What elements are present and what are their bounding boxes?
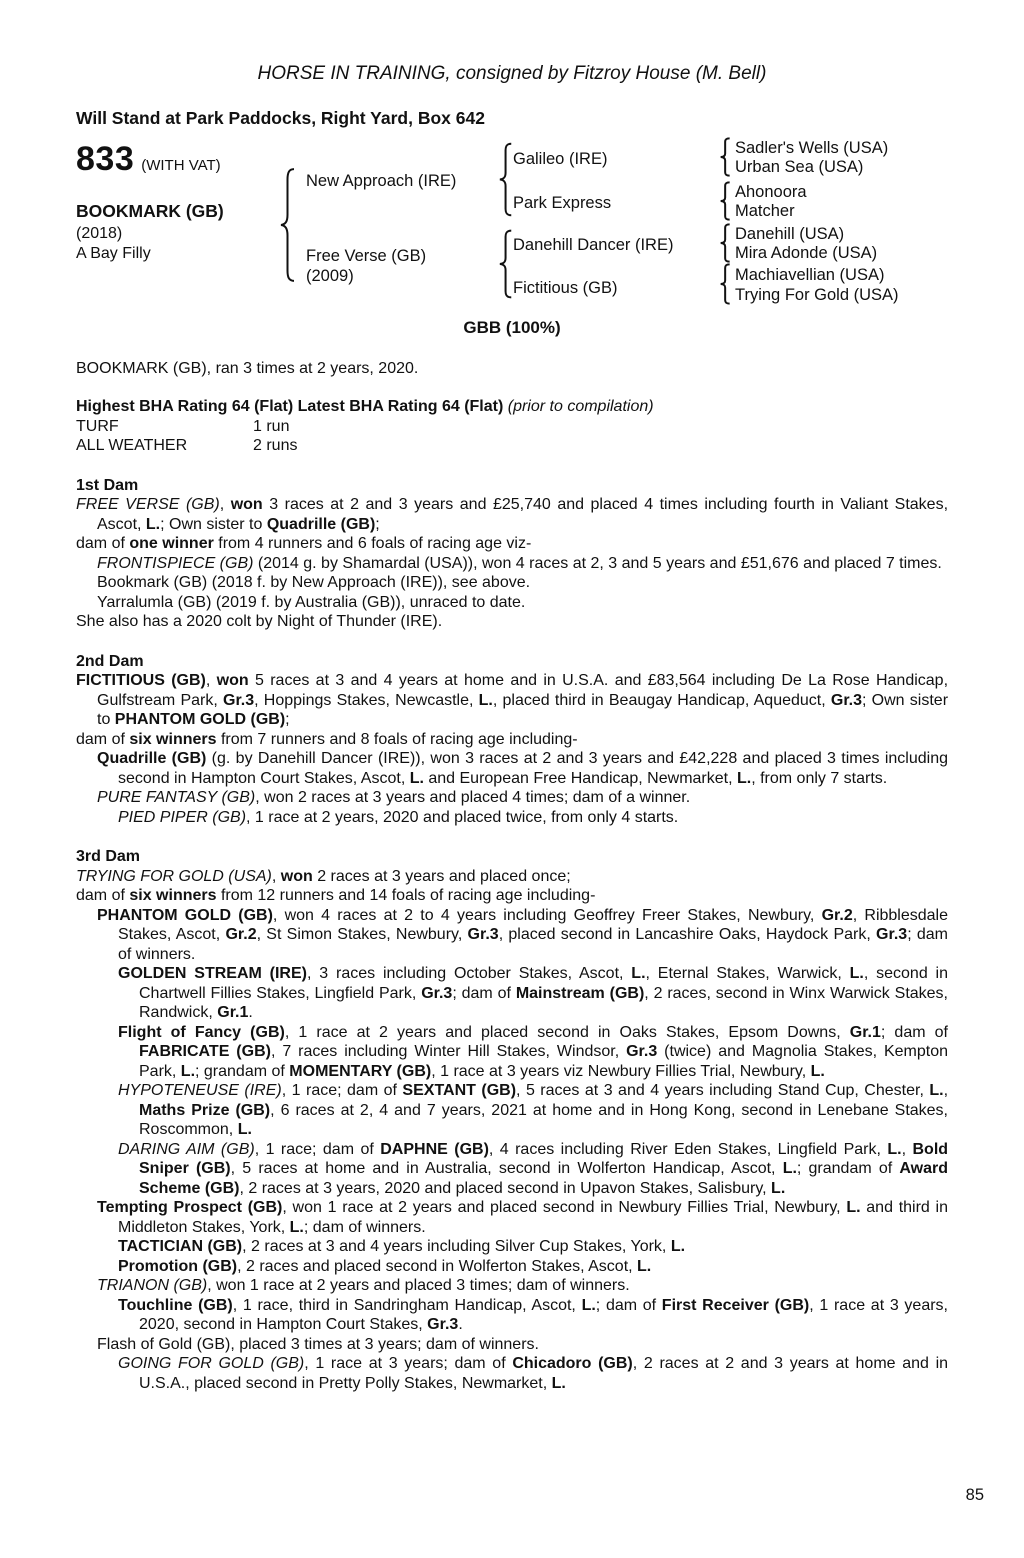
text-run: FREE VERSE (GB) bbox=[76, 496, 220, 513]
text-run: , 6 races at 2, 4 and 7 years, 2021 at home and in Hong Kong, second in Lenebane Stakes, Roscommon, bbox=[139, 1101, 949, 1138]
dam-sections bbox=[76, 476, 948, 1394]
text-run: ; bbox=[375, 515, 380, 533]
text-run: L. bbox=[771, 1179, 786, 1197]
text-run: L. bbox=[736, 769, 752, 787]
text-run: , 1 race at 3 years; dam of bbox=[304, 1355, 513, 1372]
ancestor-name: Danehill (USA) bbox=[735, 225, 845, 243]
rating-row bbox=[76, 436, 948, 456]
gbb-badge: GBB (100%) bbox=[463, 318, 561, 337]
text-run: ; Own sister to bbox=[160, 515, 267, 533]
text-run: 3 races at 2 and 3 years and £25,740 and placed 4 times including fourth in Valiant Stakes, Ascot, bbox=[97, 496, 949, 533]
text-run: Quadrille (GB) bbox=[266, 515, 376, 533]
text-run: from 12 runners and 14 foals of racing age including- bbox=[216, 887, 596, 904]
text-run: First Receiver (GB) bbox=[661, 1296, 810, 1314]
rating-heading-bold: Highest BHA Rating 64 (Flat) Latest BHA Rating 64 (Flat) bbox=[76, 398, 504, 415]
text-run: L. bbox=[631, 965, 646, 982]
text-run: , won 2 races at 3 years and placed 4 times; dam of a winner. bbox=[255, 789, 691, 806]
text-run: , 5 races at home and in Australia, second in Wolferton Handicap, Ascot, bbox=[230, 1160, 783, 1177]
grandsire-name: Danehill Dancer (IRE) bbox=[513, 236, 674, 254]
rating-block bbox=[76, 397, 948, 456]
rating-surface-label: ALL WEATHER bbox=[76, 437, 188, 454]
rating-surface-value: 1 run bbox=[253, 417, 290, 435]
text-run: L. bbox=[409, 769, 424, 787]
ancestor-name: Matcher bbox=[735, 202, 795, 220]
pedigree-text-paragraph bbox=[76, 788, 948, 808]
text-run: , 2 races at 3 years, 2020 and placed second in Upavon Stakes, Salisbury, bbox=[239, 1179, 772, 1197]
text-run: , bbox=[271, 867, 281, 885]
text-run: L. bbox=[637, 1257, 652, 1275]
pedigree-text-paragraph bbox=[76, 906, 948, 965]
text-run: ; dam of winners. bbox=[118, 926, 949, 963]
text-run: one winner bbox=[129, 535, 214, 552]
pedigree-table bbox=[76, 136, 948, 308]
text-run: DARING AIM (GB) bbox=[118, 1140, 255, 1158]
text-run: Promotion (GB) bbox=[118, 1257, 238, 1275]
brace-icon bbox=[280, 168, 296, 282]
text-run: , 1 race at 2 years and placed second in Oaks Stakes, Epsom Downs, bbox=[284, 1023, 850, 1041]
text-run: , 5 races at 3 and 4 years including Stand Cup, Chester, bbox=[516, 1082, 930, 1099]
ancestor-name: Sadler's Wells (USA) bbox=[735, 139, 889, 157]
text-run: , bbox=[205, 672, 217, 689]
text-run: won bbox=[280, 867, 313, 885]
brace-icon bbox=[720, 224, 731, 262]
pedigree-text-paragraph bbox=[76, 1296, 948, 1335]
dam-section bbox=[76, 476, 948, 632]
text-run: (twice) and Magnolia Stakes, Kempton Park, bbox=[139, 1043, 949, 1080]
text-run: PIED PIPER (GB) bbox=[118, 808, 247, 826]
pedigree-text-paragraph bbox=[76, 671, 948, 730]
text-run: , Ribblesdale Stakes, Ascot, bbox=[118, 906, 949, 943]
text-run: . bbox=[248, 1004, 253, 1021]
pedigree-text-paragraph bbox=[76, 554, 948, 574]
horse-year: (2018) bbox=[76, 225, 123, 242]
text-run: Gr.2 bbox=[821, 906, 853, 924]
text-run: Gr.1 bbox=[217, 1004, 249, 1021]
text-run: ; dam of winners. bbox=[303, 1218, 426, 1236]
text-run: , Hoppings Stakes, Newcastle, bbox=[254, 691, 479, 709]
text-run: ; dam of bbox=[595, 1296, 662, 1314]
text-run: from 7 runners and 8 foals of racing age including- bbox=[216, 730, 578, 748]
brace-icon bbox=[720, 264, 731, 304]
pedigree-text-paragraph bbox=[76, 886, 948, 906]
text-run: Gr.1 bbox=[849, 1023, 881, 1041]
page-title: HORSE IN TRAINING, consigned by Fitzroy House (M. Bell) bbox=[257, 63, 767, 84]
pedigree-text-paragraph bbox=[76, 1257, 948, 1277]
text-run: FABRICATE (GB) bbox=[139, 1043, 271, 1060]
text-run: ; dam of bbox=[880, 1023, 948, 1041]
text-run: , Eternal Stakes, Warwick, bbox=[645, 965, 850, 982]
ancestor-name: Ahonoora bbox=[735, 183, 807, 201]
granddam-name: Fictitious (GB) bbox=[513, 279, 618, 297]
text-run: L. bbox=[846, 1199, 861, 1216]
rating-row bbox=[76, 417, 948, 437]
text-run: . bbox=[458, 1316, 463, 1333]
text-run: Bold Sniper (GB) bbox=[139, 1140, 949, 1177]
pedigree-text-paragraph bbox=[76, 1354, 948, 1393]
text-run: Gr.3 bbox=[626, 1043, 658, 1060]
text-run: and European Free Handicap, Newmarket, bbox=[423, 769, 737, 787]
text-run: ; grandam of bbox=[195, 1062, 290, 1080]
text-run: , 2 races, second in Winx Warwick Stakes, Randwick, bbox=[139, 984, 948, 1021]
text-run: , 2 races at 2 and 3 years at home and in U.S.A., placed second in Pretty Polly Stakes, Newmarket, bbox=[139, 1355, 949, 1392]
text-run: TRIANON (GB) bbox=[97, 1277, 208, 1294]
brace-icon bbox=[720, 182, 731, 220]
grandsire-name: Galileo (IRE) bbox=[513, 150, 608, 168]
lot-number: 833 bbox=[76, 140, 135, 178]
dam-section bbox=[76, 652, 948, 828]
text-run: , 1 race at 2 years, 2020 and placed twice, from only 4 starts. bbox=[246, 808, 679, 826]
dam-year: (2009) bbox=[306, 267, 354, 285]
text-run: L. bbox=[289, 1218, 304, 1236]
text-run: L. bbox=[849, 965, 864, 982]
text-run: 5 races at 3 and 4 years at home and in U.S.A. and £83,564 including De La Rose Handicap, Gulfstream Park, bbox=[97, 672, 949, 709]
text-run: , won 4 races at 2 to 4 years including Geoffrey Freer Stakes, Newbury, bbox=[272, 906, 822, 924]
granddam-name: Park Express bbox=[513, 194, 612, 212]
horse-description: A Bay Filly bbox=[76, 245, 151, 262]
text-run: (2014 g. by Shamardal (USA)), won 4 races at 2, 3 and 5 years and £51,676 and placed 7 times. bbox=[253, 554, 942, 572]
rating-surface-value: 2 runs bbox=[253, 437, 298, 454]
page-number: 85 bbox=[965, 1486, 984, 1504]
pedigree-text-paragraph bbox=[76, 534, 948, 554]
text-run: Flight of Fancy (GB) bbox=[118, 1023, 285, 1041]
text-run: , from only 7 starts. bbox=[751, 769, 888, 787]
text-run: Gr.3 bbox=[467, 926, 499, 943]
pedigree-text-paragraph bbox=[76, 1335, 948, 1355]
text-run: L. bbox=[929, 1082, 944, 1099]
text-run: dam of bbox=[76, 535, 130, 552]
text-run: , bbox=[943, 1082, 949, 1099]
text-run: , 7 races including Winter Hill Stakes, Windsor, bbox=[270, 1043, 627, 1060]
section-heading: 3rd Dam bbox=[76, 848, 141, 865]
dam-section bbox=[76, 847, 948, 1393]
text-run: Maths Prize (GB) bbox=[139, 1101, 271, 1119]
sire-name: New Approach (IRE) bbox=[306, 172, 457, 190]
text-run: L. bbox=[782, 1160, 797, 1177]
text-run: L. bbox=[887, 1140, 902, 1158]
lot-block bbox=[76, 142, 221, 176]
ancestor-name: Machiavellian (USA) bbox=[735, 266, 885, 284]
text-run: , 1 race at 3 years, 2020, second in Hampton Court Stakes, bbox=[139, 1296, 948, 1333]
text-run: ; dam of bbox=[452, 984, 516, 1002]
text-run: , bbox=[901, 1140, 913, 1158]
stand-location: Will Stand at Park Paddocks, Right Yard, Box 642 bbox=[76, 108, 485, 128]
text-run: GOLDEN STREAM (IRE) bbox=[118, 965, 307, 982]
text-run: PHANTOM GOLD (GB) bbox=[114, 711, 286, 728]
text-run: won bbox=[216, 672, 249, 689]
text-run: L. bbox=[581, 1296, 596, 1314]
pedigree-text-paragraph bbox=[76, 495, 948, 534]
text-run: six winners bbox=[129, 887, 217, 904]
text-run: , 4 races including River Eden Stakes, Lingfield Park, bbox=[488, 1140, 888, 1158]
text-run: L. bbox=[237, 1121, 252, 1138]
text-run: , won 1 race at 2 years and placed 3 times; dam of winners. bbox=[207, 1277, 630, 1294]
text-run: Quadrille (GB) bbox=[97, 750, 207, 767]
text-run: Gr.3 bbox=[223, 691, 255, 709]
text-run: , 1 race, third in Sandringham Handicap, Ascot, bbox=[232, 1296, 582, 1314]
text-run: Gr.3 bbox=[427, 1316, 459, 1333]
text-run: Touchline (GB) bbox=[118, 1296, 233, 1314]
text-run: , 3 races including October Stakes, Ascot, bbox=[307, 965, 632, 982]
text-run: SEXTANT (GB) bbox=[402, 1082, 517, 1099]
text-run: ; Own sister to bbox=[97, 691, 949, 728]
pedigree-text-paragraph bbox=[76, 1023, 948, 1082]
pedigree-text-paragraph bbox=[76, 1198, 948, 1237]
text-run: , 1 race at 3 years viz Newbury Fillies Trial, Newbury, bbox=[431, 1062, 811, 1080]
section-heading: 1st Dam bbox=[76, 476, 139, 494]
text-run: She also has a 2020 colt by Night of Thunder (IRE). bbox=[76, 613, 443, 630]
text-run: FICTITIOUS (GB) bbox=[76, 672, 206, 689]
race-record-intro: BOOKMARK (GB), ran 3 times at 2 years, 2020. bbox=[76, 359, 419, 377]
brace-icon bbox=[720, 138, 731, 176]
pedigree-text-paragraph bbox=[76, 1081, 948, 1140]
text-run: Chicadoro (GB) bbox=[512, 1355, 633, 1372]
text-run: , 1 race; dam of bbox=[254, 1140, 381, 1158]
text-run: , placed second in Lancashire Oaks, Haydock Park, bbox=[498, 926, 877, 943]
text-run: dam of bbox=[76, 730, 130, 748]
text-run: 2 races at 3 years and placed once; bbox=[312, 867, 571, 885]
text-run: , 2 races and placed second in Wolferton Stakes, Ascot, bbox=[237, 1257, 638, 1275]
text-run: , placed third in Beaugay Handicap, Aqueduct, bbox=[492, 691, 831, 709]
text-run: , won 1 race at 2 years and placed second in Newbury Fillies Trial, Newbury, bbox=[282, 1199, 847, 1216]
pedigree-text-paragraph bbox=[76, 749, 948, 788]
text-run: (g. by Danehill Dancer (IRE)), won 3 races at 2 and 3 years and £42,228 and placed 3 times including second in Hampton Court Stakes, Ascot, bbox=[118, 750, 948, 787]
horse-name: BOOKMARK (GB) bbox=[76, 201, 224, 221]
ancestor-name: Mira Adonde (USA) bbox=[735, 244, 878, 262]
rating-surface-label: TURF bbox=[76, 417, 119, 435]
text-run: six winners bbox=[129, 730, 217, 748]
text-run: L. bbox=[810, 1062, 825, 1080]
rating-heading bbox=[76, 397, 948, 417]
text-run: PURE FANTASY (GB) bbox=[97, 789, 256, 806]
text-run: Flash of Gold (GB), placed 3 times at 3 years; dam of winners. bbox=[97, 1335, 539, 1353]
ancestor-name: Trying For Gold (USA) bbox=[735, 286, 899, 304]
text-run: Gr.3 bbox=[876, 926, 908, 943]
text-run: Bookmark (GB) (2018 f. by New Approach (IRE)), see above. bbox=[97, 574, 531, 591]
pedigree-text-paragraph bbox=[76, 808, 948, 828]
text-run: TRYING FOR GOLD (USA) bbox=[76, 867, 272, 885]
text-run: HYPOTENEUSE (IRE) bbox=[118, 1082, 282, 1099]
text-run: TACTICIAN (GB) bbox=[118, 1238, 243, 1255]
text-run: Award Scheme (GB) bbox=[139, 1160, 949, 1197]
pedigree-text-paragraph bbox=[76, 593, 948, 613]
text-run: , second in Chartwell Fillies Stakes, Lingfield Park, bbox=[139, 965, 949, 1002]
text-run: from 4 runners and 6 foals of racing age viz- bbox=[213, 535, 532, 552]
text-run: Gr.3 bbox=[421, 984, 453, 1002]
text-run: and third in Middleton Stakes, York, bbox=[118, 1199, 948, 1236]
text-run: , St Simon Stakes, Newbury, bbox=[256, 926, 468, 943]
text-run: MOMENTARY (GB) bbox=[289, 1062, 432, 1080]
text-run: L. bbox=[670, 1238, 686, 1255]
text-run: , bbox=[219, 496, 231, 513]
text-run: L. bbox=[551, 1374, 566, 1392]
pedigree-text-paragraph bbox=[76, 867, 948, 887]
text-run: ; grandam of bbox=[796, 1160, 900, 1177]
dam-name: Free Verse (GB) bbox=[306, 247, 427, 265]
text-run: dam of bbox=[76, 887, 130, 904]
text-run: won bbox=[230, 496, 263, 513]
text-run: L. bbox=[145, 515, 161, 533]
text-run: , 2 races at 3 and 4 years including Silver Cup Stakes, York, bbox=[242, 1238, 671, 1255]
text-run: PHANTOM GOLD (GB) bbox=[97, 906, 273, 924]
ancestor-name: Urban Sea (USA) bbox=[735, 158, 864, 176]
text-run: GOING FOR GOLD (GB) bbox=[118, 1355, 305, 1372]
pedigree-text-paragraph bbox=[76, 573, 948, 593]
text-run: L. bbox=[478, 691, 493, 709]
vat-note: (WITH VAT) bbox=[141, 157, 221, 174]
text-run: Yarralumla (GB) (2019 f. by Australia (GB)), unraced to date. bbox=[97, 593, 526, 611]
pedigree-text-paragraph bbox=[76, 1140, 948, 1199]
text-run: Gr.2 bbox=[225, 926, 257, 943]
pedigree-text-paragraph bbox=[76, 612, 948, 632]
brace-icon bbox=[499, 230, 513, 298]
text-run: ; bbox=[285, 711, 290, 728]
pedigree-text-paragraph bbox=[76, 730, 948, 750]
pedigree-text-paragraph bbox=[76, 1276, 948, 1296]
section-heading: 2nd Dam bbox=[76, 652, 144, 670]
text-run: FRONTISPIECE (GB) bbox=[97, 554, 254, 572]
text-run: DAPHNE (GB) bbox=[380, 1140, 489, 1158]
rating-heading-italic: (prior to compilation) bbox=[507, 398, 654, 415]
text-run: , 1 race; dam of bbox=[281, 1082, 403, 1099]
text-run: Gr.3 bbox=[830, 691, 863, 709]
text-run: Mainstream (GB) bbox=[515, 984, 645, 1002]
text-run: Tempting Prospect (GB) bbox=[97, 1199, 283, 1216]
brace-icon bbox=[499, 143, 513, 216]
pedigree-text-paragraph bbox=[76, 964, 948, 1023]
text-run: L. bbox=[180, 1062, 196, 1080]
pedigree-text-paragraph bbox=[76, 1237, 948, 1257]
